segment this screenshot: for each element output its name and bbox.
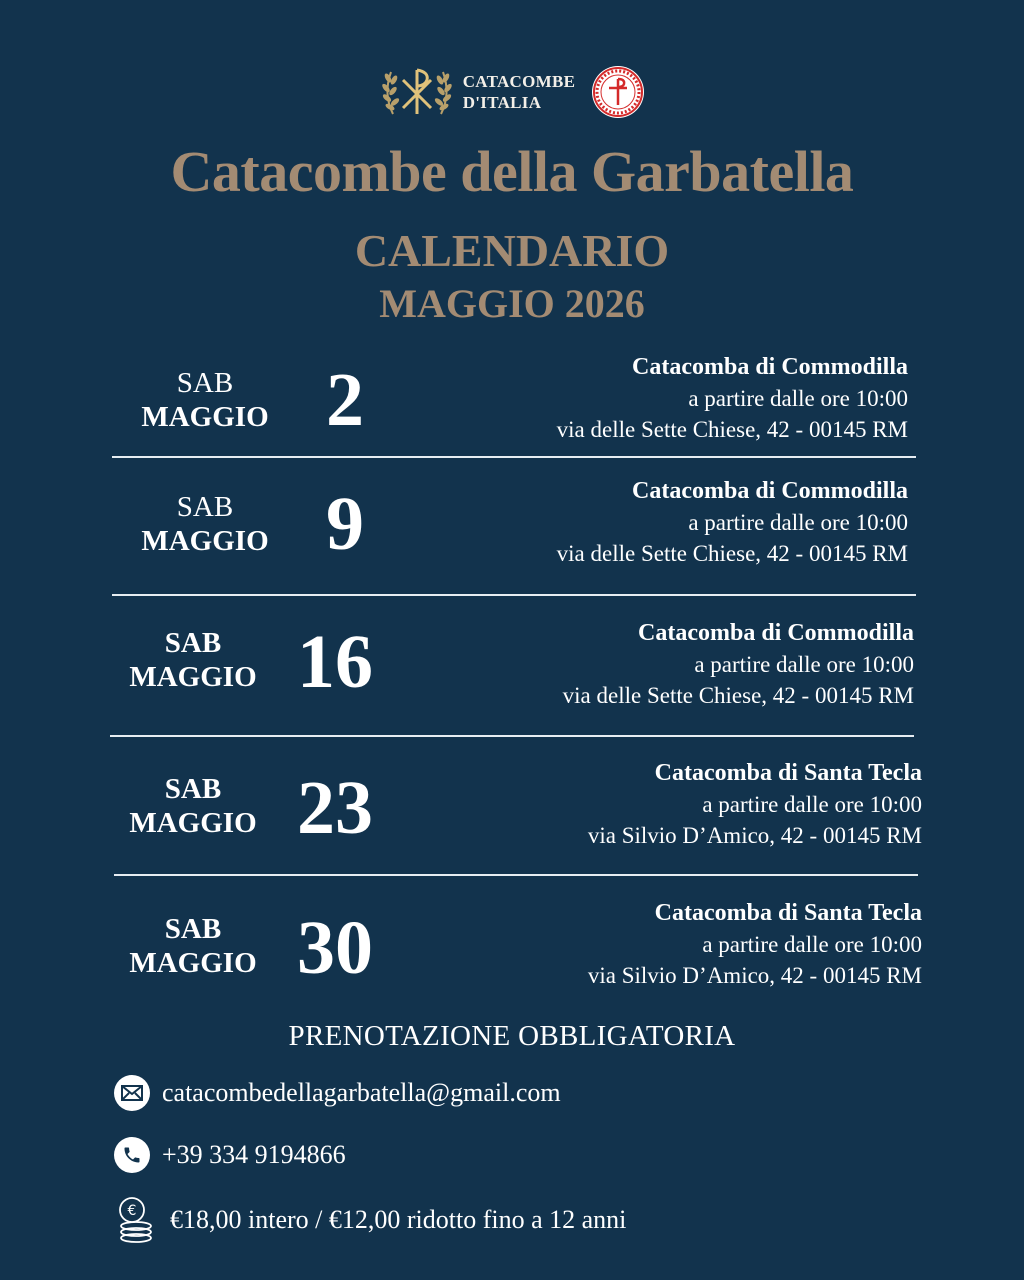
envelope-icon: [114, 1075, 150, 1111]
event-row: [110, 618, 922, 728]
logo-text: [463, 71, 576, 113]
event-day-number: 2: [326, 358, 364, 442]
event-date-label: [98, 626, 288, 694]
event-day-number: 16: [297, 620, 373, 704]
email-contact[interactable]: [114, 1075, 561, 1111]
event-date-label: [110, 366, 300, 434]
event-address: via Silvio D’Amico, 42 - 00145 RM: [587, 963, 922, 988]
event-info: [557, 352, 908, 445]
email-address[interactable]: catacombedellagarbatella@gmail.com: [162, 1078, 561, 1107]
event-address: via delle Sette Chiese, 42 - 00145 RM: [562, 683, 914, 708]
logo: [0, 64, 1024, 120]
event-month: MAGGIO: [129, 947, 257, 979]
seal-icon: [591, 65, 645, 119]
event-place: Catacomba di Commodilla: [632, 354, 908, 380]
event-place: Catacomba di Commodilla: [638, 620, 914, 646]
event-info: [588, 898, 922, 991]
event-weekday: SAB: [164, 773, 222, 805]
event-date-label: [98, 772, 288, 840]
euro-coins-icon: [114, 1196, 158, 1244]
event-info: [557, 476, 908, 569]
event-place: Catacomba di Santa Tecla: [654, 900, 922, 926]
event-info: [563, 618, 914, 711]
event-row: [110, 476, 922, 586]
divider: [112, 456, 916, 458]
event-day-number: 23: [297, 766, 373, 850]
event-row: [110, 352, 922, 462]
phone-number[interactable]: +39 334 9194866: [162, 1140, 346, 1169]
event-info: [588, 758, 922, 851]
event-time: a partire dalle ore 10:00: [688, 386, 908, 411]
event-month: MAGGIO: [141, 401, 269, 433]
svg-text:€: €: [127, 1203, 137, 1219]
divider: [114, 874, 918, 876]
price-info: [114, 1196, 626, 1244]
event-time: a partire dalle ore 10:00: [702, 932, 922, 957]
event-place: Catacomba di Commodilla: [632, 478, 908, 504]
event-row: [110, 898, 922, 1008]
phone-contact[interactable]: [114, 1137, 346, 1173]
logo-line-2: D'ITALIA: [462, 93, 542, 112]
phone-icon: [114, 1137, 150, 1173]
divider: [110, 735, 914, 737]
event-month: MAGGIO: [129, 807, 257, 839]
month-heading: MAGGIO 2026: [379, 281, 645, 326]
event-day-number: 30: [297, 906, 373, 990]
event-date-label: [110, 490, 300, 558]
event-time: a partire dalle ore 10:00: [702, 792, 922, 817]
event-weekday: SAB: [176, 491, 234, 523]
event-time: a partire dalle ore 10:00: [688, 510, 908, 535]
event-address: via delle Sette Chiese, 42 - 00145 RM: [556, 417, 908, 442]
page-title: Catacombe della Garbatella: [170, 139, 854, 204]
calendar-heading: CALENDARIO: [354, 225, 670, 276]
event-weekday: SAB: [176, 367, 234, 399]
event-time: a partire dalle ore 10:00: [694, 652, 914, 677]
event-address: via delle Sette Chiese, 42 - 00145 RM: [556, 541, 908, 566]
event-place: Catacomba di Santa Tecla: [654, 760, 922, 786]
event-address: via Silvio D’Amico, 42 - 00145 RM: [587, 823, 922, 848]
event-weekday: SAB: [164, 627, 222, 659]
event-row: [110, 758, 922, 868]
event-date-label: [98, 912, 288, 980]
event-month: MAGGIO: [129, 661, 257, 693]
event-weekday: SAB: [164, 913, 222, 945]
event-day-number: 9: [326, 482, 364, 566]
booking-notice: PRENOTAZIONE OBBLIGATORIA: [288, 1020, 736, 1052]
price-text: €18,00 intero / €12,00 ridotto fino a 12 anni: [170, 1205, 627, 1234]
logo-line-1: CATACOMBE: [462, 72, 576, 91]
divider: [112, 594, 916, 596]
event-month: MAGGIO: [141, 525, 269, 557]
chi-rho-laurel-icon: [379, 64, 455, 120]
